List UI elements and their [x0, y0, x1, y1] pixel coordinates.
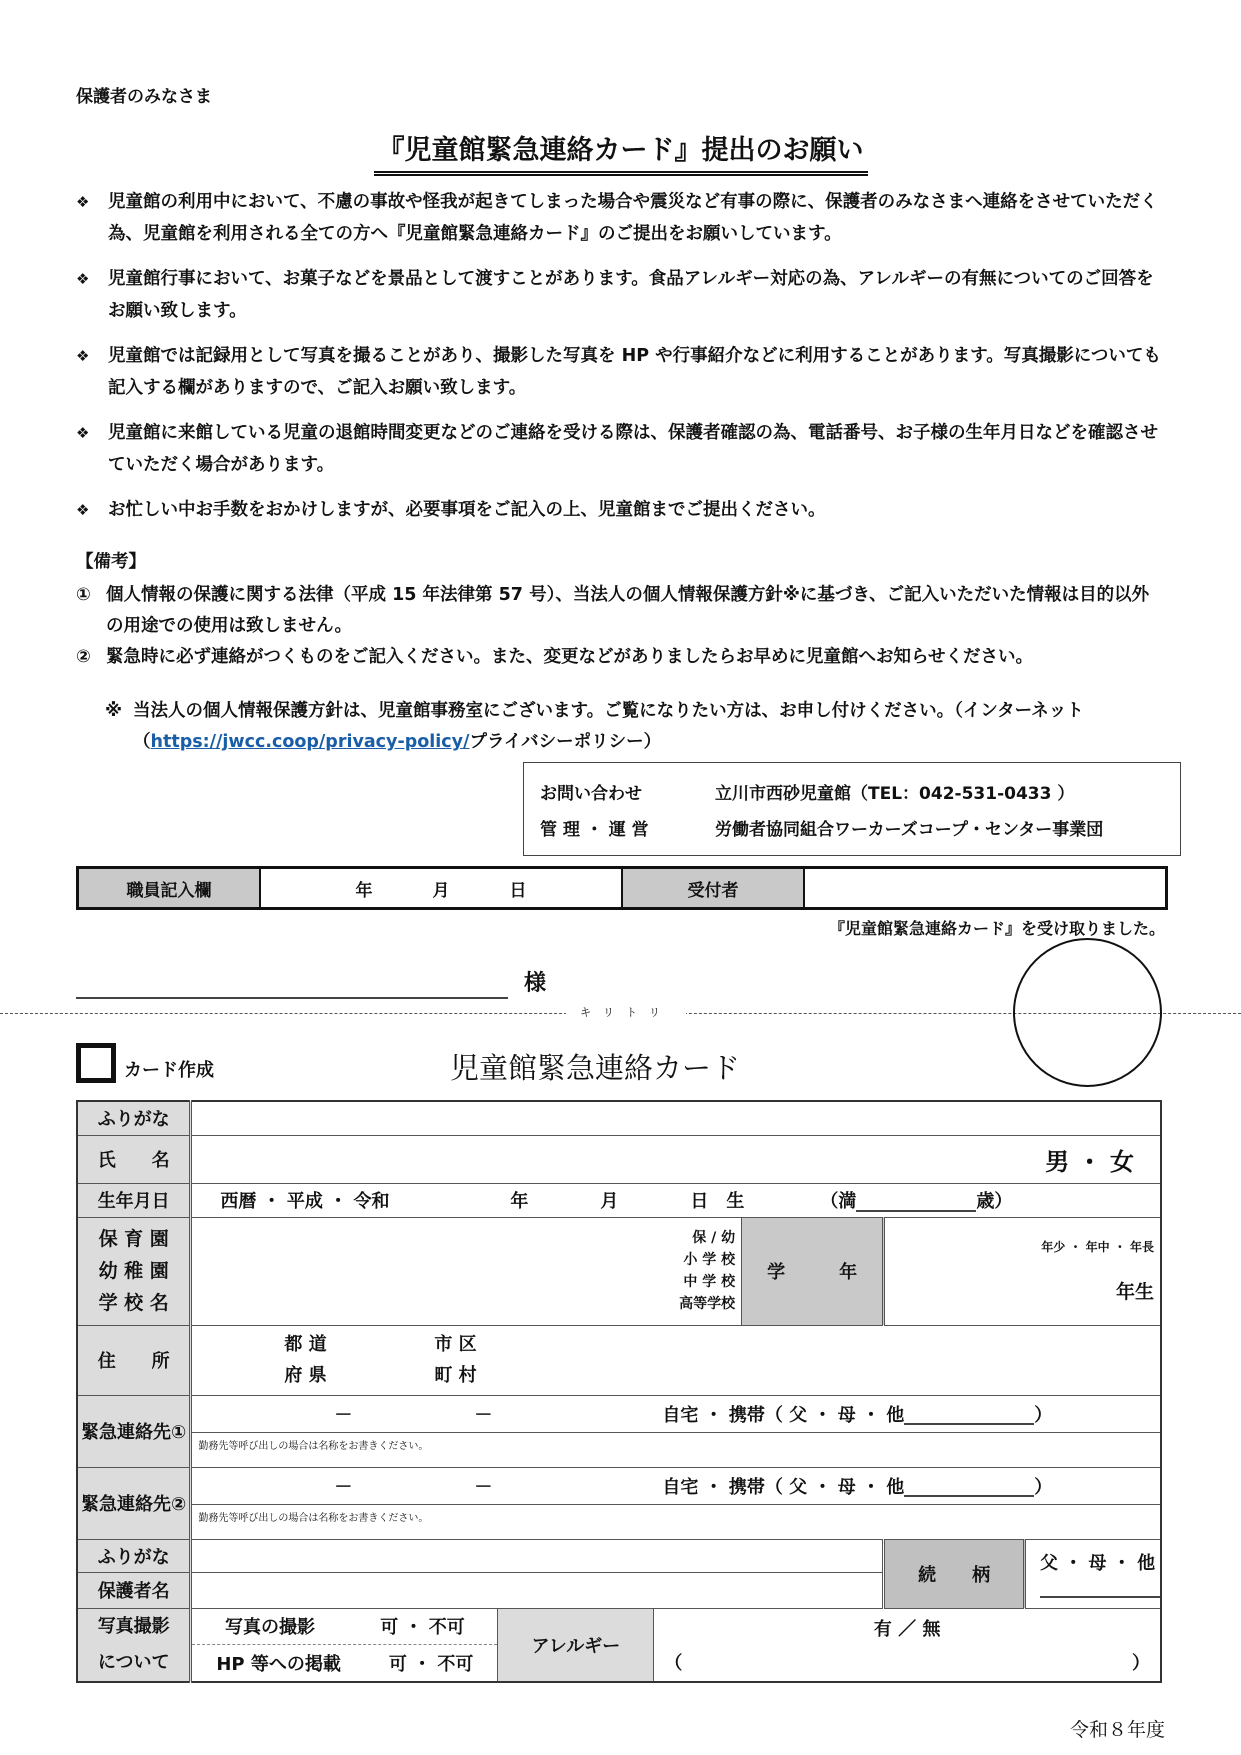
name-label: 氏 名: [77, 1135, 191, 1183]
allergy-label: アレルギー: [498, 1609, 654, 1681]
contact-box: [523, 762, 1181, 856]
staff-date-field[interactable]: 年 月 日: [261, 869, 623, 907]
manage-value: 労働者協同組合ワーカーズコープ・センター事業団: [715, 820, 1104, 840]
emergency2-phone-field[interactable]: － － 自宅 ・ 携帯（ 父 ・ 母 ・ 他 ）: [191, 1467, 1161, 1504]
furigana-field[interactable]: [191, 1101, 1161, 1135]
guardian-furigana-field[interactable]: [191, 1539, 884, 1572]
photo-taking-field[interactable]: 写真の撮影 可 ・ 不可: [192, 1609, 497, 1645]
bullet-list: [76, 186, 1166, 539]
diamond-bullet-icon: ❖: [76, 347, 90, 365]
bullet-item: ❖ 児童館の利用中において、不慮の事故や怪我が起きてしまった場合や震災など有事の際に、保護者のみなさまへ連絡をさせていただく為、児童館を利用される全ての方へ『児童館緊急連絡カード』のご提出をお願いしています。: [76, 186, 1166, 250]
birthdate-label: 生年月日: [77, 1183, 191, 1217]
guardian-name-label: 保護者名: [77, 1572, 191, 1608]
notes-list: [76, 580, 1166, 673]
manage-label: 管 理 ・ 運 営: [540, 820, 649, 840]
receiver-field[interactable]: [805, 869, 1165, 907]
furigana-label: ふりがな: [77, 1101, 191, 1135]
allergy-field[interactable]: 有 ／ 無 （ ）: [664, 1618, 1150, 1674]
address-field[interactable]: 都 道 府 県 市 区 町 村: [191, 1325, 1161, 1395]
emergency1-note-field[interactable]: 勤務先等呼び出しの場合は名称をお書きください。: [191, 1432, 1161, 1467]
notes-heading: 【備考】: [76, 552, 146, 572]
note-item: ② 緊急時に必ず連絡がつくものをご記入ください。また、変更などがありましたらお早めに児童館へお知らせください。: [76, 647, 1033, 667]
page-title: 『児童館緊急連絡カード』提出のお願い: [0, 128, 1241, 176]
emergency1-label: 緊急連絡先①: [77, 1395, 191, 1467]
address-label: 住 所: [77, 1325, 191, 1395]
relation-label: 続 柄: [884, 1539, 1025, 1608]
card-made-checkbox[interactable]: [76, 1043, 116, 1083]
diamond-bullet-icon: ❖: [76, 501, 90, 519]
photo-hp-field[interactable]: HP 等への掲載 可 ・ 不可: [216, 1653, 474, 1675]
sama-label: 様: [524, 971, 547, 996]
bullet-item: ❖ 児童館に来館している児童の退館時間変更などのご連絡を受ける際は、保護者確認の為、電話番号、お子様の生年月日などを確認させていただく場合があります。: [76, 417, 1166, 481]
guardian-name-field[interactable]: [191, 1572, 884, 1608]
kiritori-label: キリトリ: [566, 1004, 686, 1020]
card-made-label: カード作成: [124, 1060, 214, 1081]
guardian-furigana-label: ふりがな: [77, 1539, 191, 1572]
fiscal-year: 令和８年度: [1069, 1719, 1165, 1741]
emergency2-label: 緊急連絡先②: [77, 1467, 191, 1539]
receiver-label: 受付者: [623, 869, 805, 907]
bullet-item: ❖ お忙しい中お手数をおかけしますが、必要事項をご記入の上、児童館までご提出ください。: [76, 494, 1166, 526]
diamond-bullet-icon: ❖: [76, 270, 90, 288]
inquiry-value: 立川市西砂児童館（TEL：042-531-0433 ）: [715, 784, 1075, 804]
staff-entry-row: [76, 866, 1168, 910]
greeting: 保護者のみなさま: [76, 87, 212, 107]
gender-options[interactable]: 男 ・ 女: [1045, 1147, 1134, 1176]
photo-label: 写真撮影 について: [77, 1608, 191, 1682]
emergency1-phone-field[interactable]: － － 自宅 ・ 携帯（ 父 ・ 母 ・ 他 ）: [191, 1395, 1161, 1432]
inquiry-label: お問い合わせ: [540, 784, 642, 804]
bullet-item: ❖ 児童館行事において、お菓子などを景品として渡すことがあります。食品アレルギー対応の為、アレルギーの有無についてのご回答をお願い致します。: [76, 263, 1166, 327]
privacy-policy-link[interactable]: https://jwcc.coop/privacy-policy/: [150, 732, 470, 752]
recipient-name-line[interactable]: [76, 997, 508, 999]
grade-label: 学 年: [742, 1217, 884, 1325]
note-item: ① 個人情報の保護に関する法律（平成 15 年法律第 57 号）、当法人の個人情報保護方針※に基づき、ご記入いただいた情報は目的以外の用途での使用は致しません。: [76, 585, 1150, 636]
bullet-item: ❖ 児童館では記録用として写真を撮ることがあり、撮影した写真を HP や行事紹介などに利用することがあります。写真撮影についても記入する欄がありますので、ご記入お願い致します。: [76, 340, 1166, 404]
relation-field[interactable]: 父 ・ 母 ・ 他: [1025, 1539, 1162, 1608]
grade-field[interactable]: 年少 ・ 年中 ・ 年長 年生: [884, 1217, 1161, 1325]
received-text: 『児童館緊急連絡カード』を受け取りました。: [828, 919, 1165, 938]
school-label: 保 育 園 幼 稚 園 学 校 名: [77, 1217, 191, 1325]
stamp-circle: [1013, 938, 1162, 1087]
privacy-note: ※ 当法人の個人情報保護方針は、児童館事務室にございます。ご覧になりたい方は、お申し付けください。（インターネット（https://jwcc.coop/privacy-policy/プライバシーポリシー）: [105, 701, 1084, 752]
emergency-card-table: [76, 1100, 1162, 1683]
birthdate-field[interactable]: 西暦 ・ 平成 ・ 令和 年 月 日 生 （満 歳）: [191, 1183, 1161, 1217]
school-name-field[interactable]: 保 / 幼 小 学 校 中 学 校 高等学校: [191, 1217, 742, 1325]
card-title: 児童館緊急連絡カード: [450, 1051, 741, 1085]
diamond-bullet-icon: ❖: [76, 424, 90, 442]
diamond-bullet-icon: ❖: [76, 193, 90, 211]
emergency2-note-field[interactable]: 勤務先等呼び出しの場合は名称をお書きください。: [191, 1504, 1161, 1539]
name-field[interactable]: [191, 1135, 1161, 1183]
staff-entry-label: 職員記入欄: [79, 869, 261, 907]
